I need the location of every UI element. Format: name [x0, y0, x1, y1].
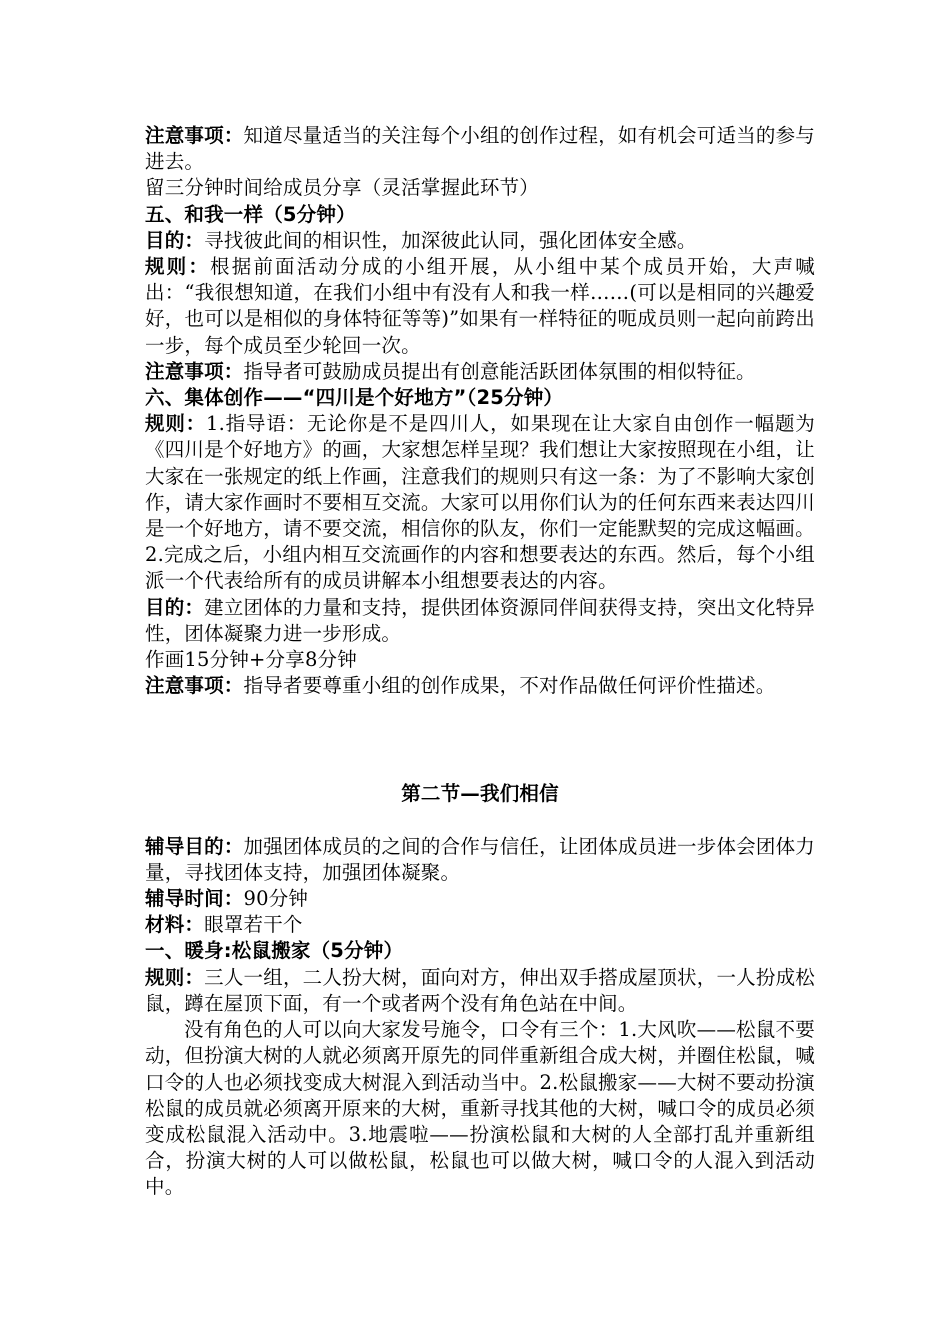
rule-label: 规则：: [145, 255, 211, 279]
rule-label: 规则：: [145, 412, 207, 436]
activity5-heading: 五、和我一样（5分钟）: [145, 202, 356, 226]
activity6-heading: 六、集体创作——“四川是个好地方”（25分钟）: [145, 386, 564, 410]
purpose-text: 加强团体成员的之间的合作与信任，让团体成员进一步体会团体力量，寻找团体支持，加强团体凝聚。: [145, 834, 815, 884]
note-label: 注意事项：: [145, 674, 244, 698]
goal-text: 寻找彼此间的相识性，加深彼此认同，强化团体安全感。: [204, 228, 697, 252]
rule-label: 规则：: [145, 965, 205, 989]
rule-text: 根据前面活动分成的小组开展，从小组中某个成员开始，大声喊出：“我很想知道，在我们小组中有没有人和我一样……(可以是相同的兴趣爱好，也可以是相似的身体特征等等)”如果有一样特征的呃成员则一起向前跨出一步，每个成员至少轮回一次。: [145, 255, 815, 357]
rule-text: 三人一组，二人扮大树，面向对方，伸出双手搭成屋顶状，一人扮成松鼠，蹲在屋顶下面，有一个或者两个没有角色站在中间。: [145, 965, 815, 1015]
goal-label: 目的：: [145, 595, 205, 619]
activity1-heading: 一、暖身:松鼠搬家（5分钟）: [145, 939, 404, 963]
rule-text: 1.指导语：无论你是不是四川人，如果现在让大家自由创作一幅题为《四川是个好地方》的画，大家想怎样呈现？我们想让大家按照现在小组，让大家在一张规定的纸上作画，注意我们的规则只有这一条：为了不影响大家创作，请大家作画时不要相互交流。大家可以用你们认为的任何东西来表达四川是一个好地方，请不要交流，相信你的队友，你们一定能默契的完成这幅画。: [145, 412, 815, 541]
activity5-note: [145, 359, 815, 385]
activity6-goal: [145, 595, 815, 647]
activity6-rule2: 2.完成之后，小组内相互交流画作的内容和想要表达的东西。然后，每个小组派一个代表给所有的成员讲解本小组想要表达的内容。: [145, 543, 815, 593]
activity6-rule: [145, 411, 815, 542]
activity6-timing: 作画15分钟+分享8分钟: [145, 648, 357, 672]
note-paragraph: [145, 123, 815, 175]
activity1-rule: [145, 965, 815, 1017]
activity5-goal: [145, 228, 815, 254]
note-text: 指导者要尊重小组的创作成果，不对作品做任何评价性描述。: [243, 674, 776, 698]
time-paragraph: [145, 886, 815, 912]
note-label: 注意事项：: [145, 359, 244, 383]
share-line: 留三分钟时间给成员分享（灵活掌握此环节）: [145, 176, 540, 200]
note-text: 知道尽量适当的关注每个小组的创作过程，如有机会可适当的参与进去。: [145, 124, 815, 174]
activity6-note: [145, 673, 815, 699]
note-text: 指导者可鼓励成员提出有创意能活跃团体氛围的相似特征。: [243, 359, 756, 383]
activity5-rule: [145, 254, 815, 359]
time-text: 90分钟: [243, 887, 309, 911]
activity1-rule-continued: 没有角色的人可以向大家发号施令，口令有三个：1.大风吹——松鼠不要动，但扮演大树的人就必须离开原先的同伴重新组合成大树，并圈住松鼠，喊口令的人也必须找变成大树混入到活动当中。2.松鼠搬家——大树不要动扮演松鼠的成员就必须离开原来的大树，重新寻找其他的大树，喊口令的成员必须变成松鼠混入活动中。3.地震啦——扮演松鼠和大树的人全部打乱并重新组合，扮演大树的人可以做松鼠，松鼠也可以做大树，喊口令的人混入到活动中。: [145, 1018, 815, 1199]
materials-text: 眼罩若干个: [204, 913, 303, 937]
materials-paragraph: [145, 912, 815, 938]
goal-label: 目的：: [145, 228, 205, 252]
goal-text: 建立团体的力量和支持，提供团体资源同伴间获得支持，突出文化特异性，团体凝聚力进一步形成。: [145, 595, 815, 645]
document-page: [145, 123, 815, 1201]
section-title: 第二节—我们相信: [401, 782, 559, 806]
note-label: 注意事项：: [145, 124, 244, 147]
purpose-label: 辅导目的：: [145, 834, 244, 858]
spacer: [145, 808, 815, 834]
spacer: [145, 699, 815, 781]
purpose-paragraph: [145, 834, 815, 886]
materials-label: 材料：: [145, 913, 205, 937]
time-label: 辅导时间：: [145, 887, 244, 911]
